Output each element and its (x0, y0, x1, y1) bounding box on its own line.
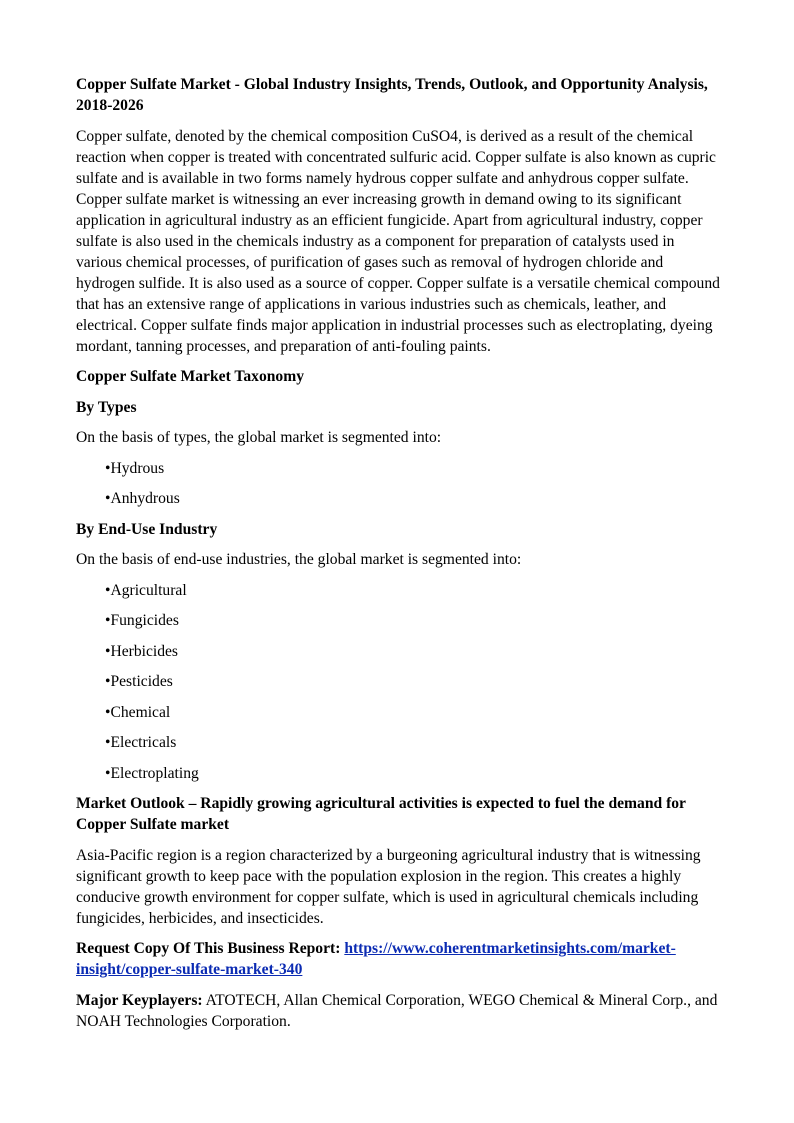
end-use-lead: On the basis of end-use industries, the global market is segmented into: (76, 551, 522, 568)
list-item: •Hydrous (105, 459, 165, 477)
request-label: Request Copy Of This Business Report: (76, 940, 345, 957)
taxonomy-heading: Copper Sulfate Market Taxonomy (76, 368, 304, 385)
intro-paragraph: Copper sulfate, denoted by the chemical composition CuSO4, is derived as a result of the chemical reaction when copper is treated with concentrated sulfuric acid. Copper sulfate is also known as cupric sulfate and is available in two forms namely hydrous copper sulfate and anhydrous copper sulfate. Copper sulfate market is witnessing an ever increasing growth in demand owing to its significant application in agricultural industry as an efficient fungicide. Apart from agricultural industry, copper sulfate is also used in the chemicals industry as a component for preparation of catalysts used in various chemical processes, of purification of gases such as removal of hydrogen chloride and hydrogen sulfide. It is also used as a source of copper. Copper sulfate is a versatile chemical compound that has an extensive range of applications in various industries such as chemicals, leather, and electrical. Copper sulfate finds major application in industrial processes such as electroplating, dyeing mordant, tanning processes, and preparation of anti-fouling paints. (76, 127, 720, 355)
request-line (76, 938, 722, 980)
document-page (76, 74, 722, 1041)
outlook-heading: Market Outlook – Rapidly growing agricultural activities is expected to fuel the demand for Copper Sulfate market (76, 795, 686, 833)
outlook-paragraph: Asia-Pacific region is a region characterized by a burgeoning agricultural industry that is witnessing significant growth to keep pace with the population explosion in the region. This creates a highly conducive growth environment for copper sulfate, which is used in agricultural chemicals including fungicides, herbicides, and insecticides. (76, 846, 701, 927)
list-item: •Chemical (105, 703, 171, 721)
document-title: Copper Sulfate Market - Global Industry Insights, Trends, Outlook, and Opportunity Analysis, 2018-2026 (76, 76, 708, 114)
list-item: •Herbicides (105, 642, 179, 660)
list-item: •Pesticides (105, 673, 173, 690)
types-lead: On the basis of types, the global market is segmented into: (76, 429, 442, 446)
list-item: •Fungicides (105, 612, 179, 629)
list-item: •Electroplating (105, 764, 199, 782)
end-use-heading: By End-Use Industry (76, 520, 218, 538)
keyplayers-text: ATOTECH, Allan Chemical Corporation, WEGO Chemical & Mineral Corp., and NOAH Technologies Corporation. (76, 991, 718, 1030)
keyplayers-label: Major Keyplayers: (76, 991, 203, 1009)
report-link[interactable]: https://www.coherentmarketinsights.com/market-insight/copper-sulfate-market-340 (76, 940, 676, 978)
list-item: •Agricultural (105, 581, 187, 599)
list-item: •Electricals (105, 734, 177, 751)
types-heading: By Types (76, 398, 137, 416)
keyplayers-line (76, 990, 722, 1032)
list-item: •Anhydrous (105, 490, 180, 507)
